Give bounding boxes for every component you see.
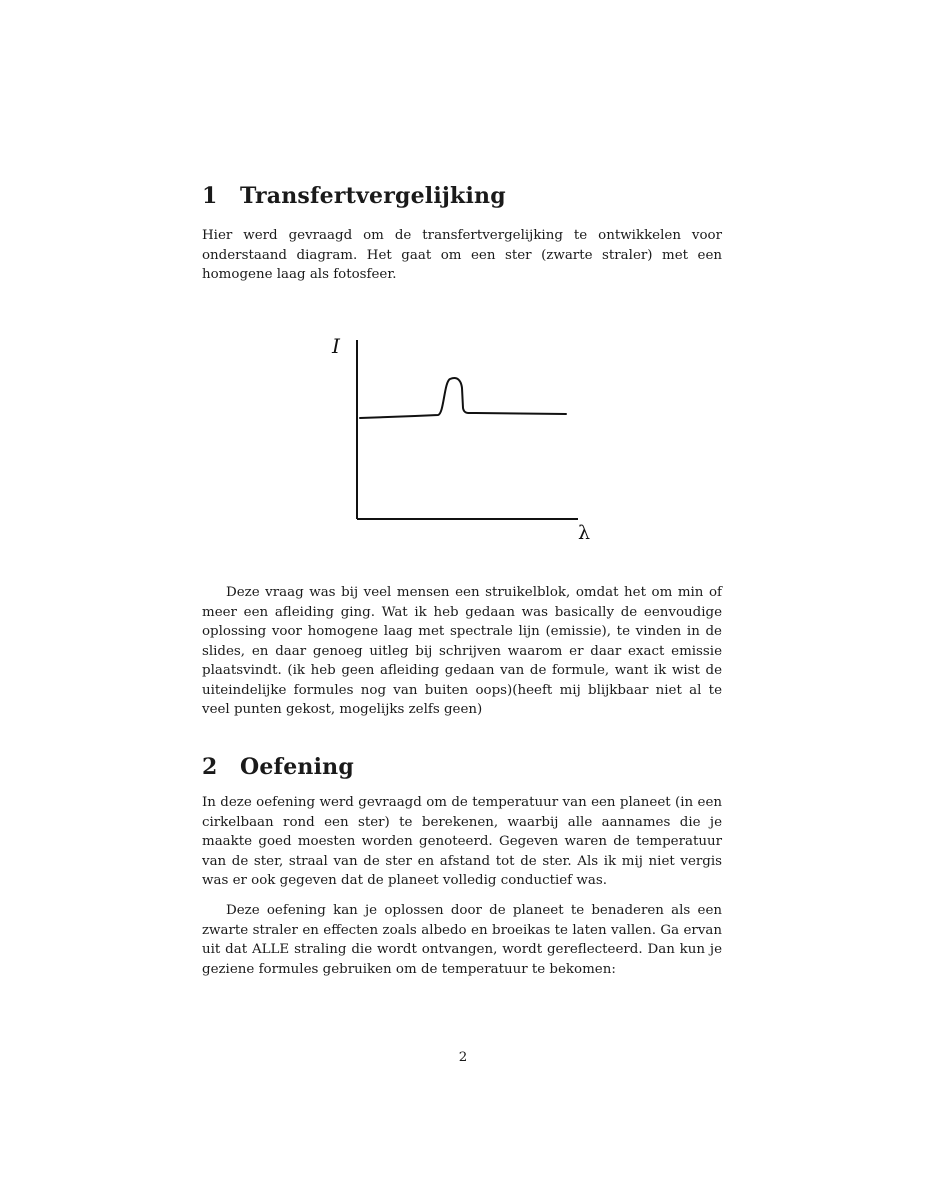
spectrum-diagram xyxy=(320,326,610,550)
page-number: 2 xyxy=(458,1050,468,1065)
section-1-body: Deze vraag was bij veel mensen een struikelblok, omdat het om min of meer een afleiding ging. Wat ik heb gedaan was basically de eenvoudige oplossing voor homogene laag met spectrale lijn (emissie), te vinden in de slides, en daar genoeg uitleg bij schrijven waarom er daar exact emissie plaatsvindt. (ik heb geen afleiding gedaan van de formule, want ik wist de uiteindelijke formules nog van buiten oops)(heeft mij blijkbaar niet al te veel punten gekost, mogelijks zelfs geen) xyxy=(202,585,722,717)
section-1-title: Transfertvergelijking xyxy=(240,183,506,209)
section-1-intro: Hier werd gevraagd om de transfertvergelijking te ontwikkelen voor onderstaand diagram. Het gaat om een ster (zwarte straler) met een homogene laag als fotosfeer. xyxy=(202,228,722,282)
spectrum-curve xyxy=(360,378,566,418)
section-1-number: 1 xyxy=(202,183,218,209)
section-2-paragraph-2: Deze oefening kan je oplossen door de planeet te benaderen als een zwarte straler en effecten zoals albedo en broeikas te laten vallen. Ga ervan uit dat ALLE straling die wordt ontvangen, wordt gereflecteerd. Dan kun je geziene formules gebruiken om de temperatuur te bekomen: xyxy=(202,903,722,977)
section-2-heading xyxy=(202,753,354,781)
section-2-number: 2 xyxy=(202,754,218,780)
section-2-title: Oefening xyxy=(240,754,354,780)
section-1-heading xyxy=(202,182,506,210)
x-axis-label: λ xyxy=(578,522,591,544)
section-2-paragraph-1: In deze oefening werd gevraagd om de temperatuur van een planeet (in een cirkelbaan rond een ster) te berekenen, waarbij alle aannames die je maakte goed moesten worden genoteerd. Gegeven waren de temperatuur van de ster, straal van de ster en afstand tot de ster. Als ik mij niet vergis was er ook gegeven dat de planeet volledig conductief was. xyxy=(202,795,722,888)
y-axis-label: I xyxy=(332,334,340,358)
